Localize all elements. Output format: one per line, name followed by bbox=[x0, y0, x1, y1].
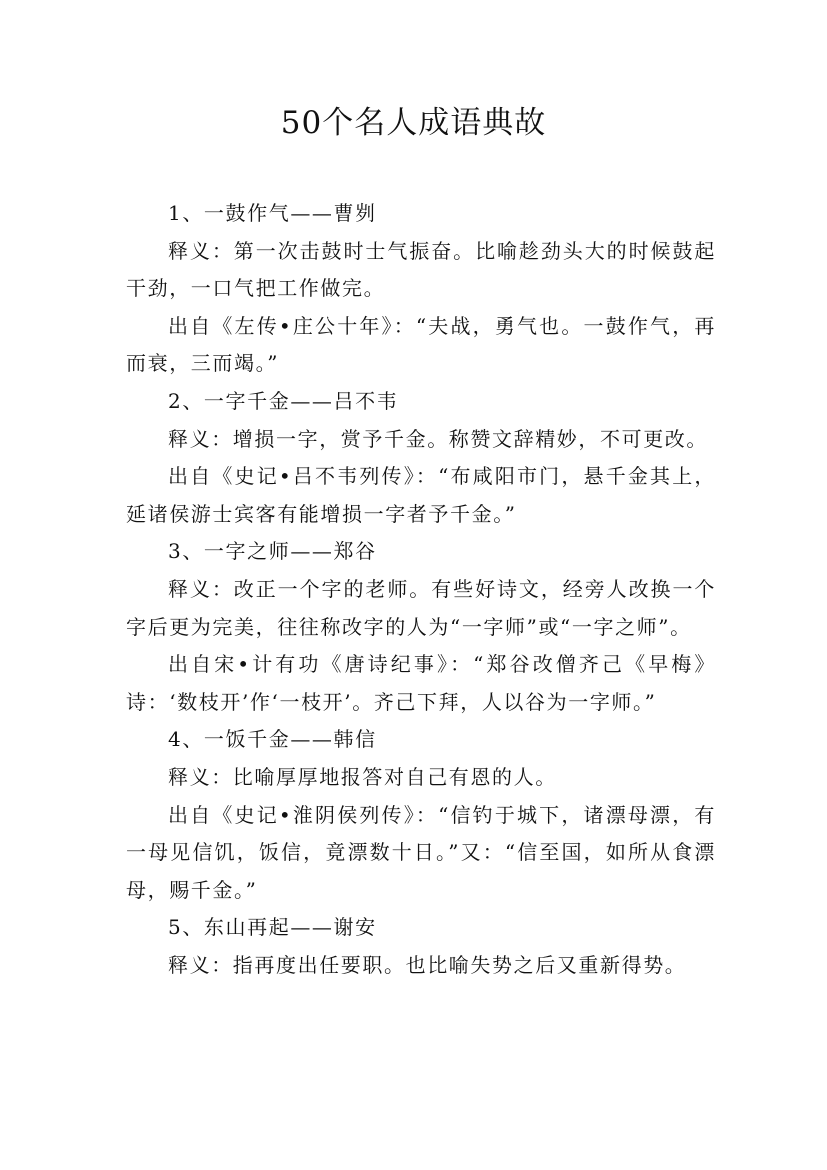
document-title: 50个名人成语典故 bbox=[280, 105, 547, 141]
definition-1: 释义：第一次击鼓时士气振奋。比喻趁劲头大的时候鼓起干劲，一口气把工作做完。 bbox=[126, 238, 716, 301]
heading-5: 5、东山再起——谢安 bbox=[168, 915, 377, 940]
heading-3: 3、一字之师——郑谷 bbox=[168, 539, 377, 564]
definition-5: 释义：指再度出任要职。也比喻失势之后又重新得势。 bbox=[168, 952, 687, 977]
definition-3: 释义：改正一个字的老师。有些好诗文，经旁人改换一个字后更为完美，往往称改字的人为“一字师”或“一字之师”。 bbox=[126, 576, 716, 639]
heading-2: 2、一字千金——吕不韦 bbox=[168, 388, 399, 413]
source-3: 出自宋•计有功《唐诗纪事》：“郑谷改僧齐己《早梅》诗：‘数枝开’作‘一枝开’。齐己下拜，人以谷为一字师。” bbox=[126, 652, 716, 714]
definition-2: 释义：增损一字，赏予千金。称赞文辞精妙，不可更改。 bbox=[168, 426, 708, 451]
source-1: 出自《左传•庄公十年》：“夫战，勇气也。一鼓作气，再而衰，三而竭。” bbox=[126, 313, 716, 376]
heading-1: 1、一鼓作气——曹刿 bbox=[168, 201, 377, 225]
definition-4: 释义：比喻厚厚地报答对自己有恩的人。 bbox=[168, 764, 557, 789]
source-4: 出自《史记•淮阴侯列传》：“信钓于城下，诸漂母漂，有一母见信饥，饭信，竟漂数十日。”又：“信至国，如所从食漂母，赐千金。” bbox=[126, 802, 716, 902]
document-body bbox=[126, 195, 716, 984]
heading-4: 4、一饭千金——韩信 bbox=[168, 727, 377, 752]
source-2: 出自《史记•吕不韦列传》：“布咸阳市门，悬千金其上，延诸侯游士宾客有能增损一字者予千金。” bbox=[126, 464, 716, 526]
